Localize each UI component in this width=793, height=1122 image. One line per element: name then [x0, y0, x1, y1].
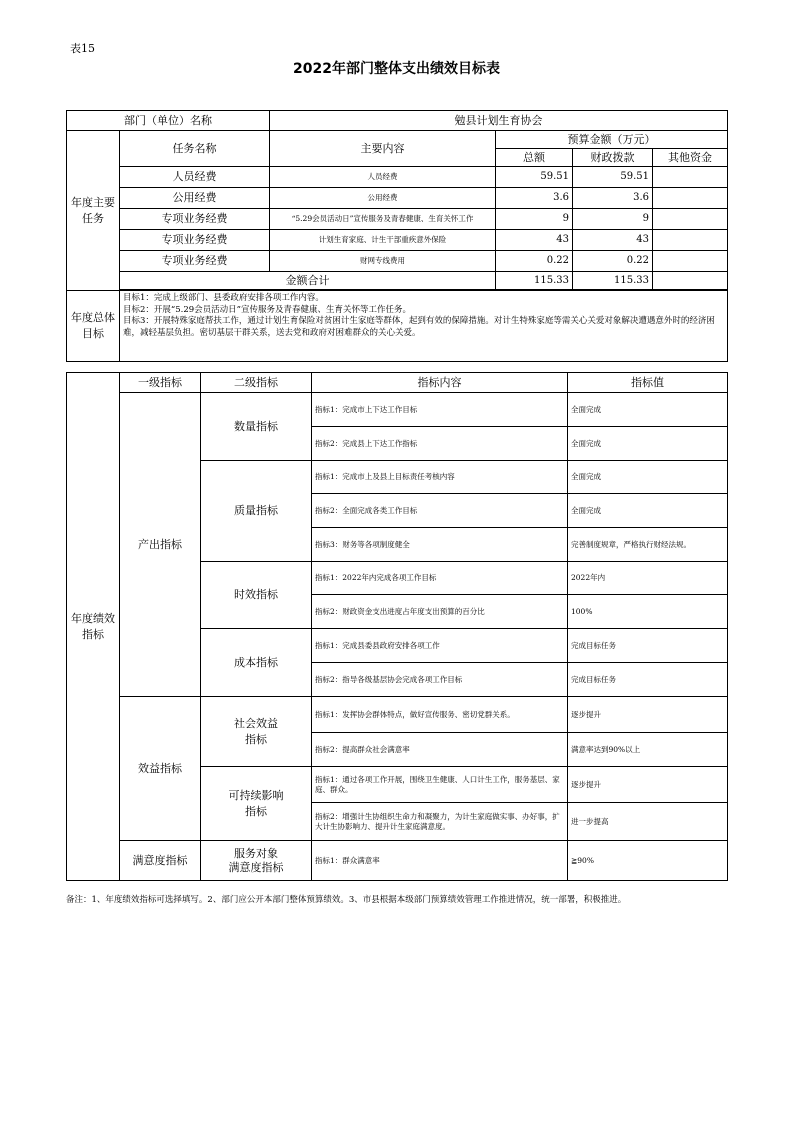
task-fiscal: 59.51 [573, 167, 653, 188]
task-total: 59.51 [496, 167, 573, 188]
goal-3: 目标3：开展特殊家庭帮扶工作，通过计划生育保险对贫困计生家庭等群体，起到有效的保障措施。对计生特殊家庭等需关心关爱对象解决遭遇意外时的经济困难，减轻基层负担。密切基层干群关系，送去党和政府对困难群众的关心关爱。 [123, 316, 715, 338]
task-content: 财网专线费用 [270, 251, 496, 272]
indicator-content: 指标2：完成县上下达工作指标 [312, 427, 568, 461]
task-other [653, 188, 728, 209]
page-title: 2022年部门整体支出绩效目标表 [293, 61, 500, 77]
indicator-content: 指标1：完成市上下达工作目标 [312, 393, 568, 427]
task-content: “5.29会员活动日”宣传服务及青春健康、生育关怀工作 [270, 209, 496, 230]
task-total: 3.6 [496, 188, 573, 209]
level2-header: 二级指标 [201, 373, 312, 393]
service-satisfaction-indicators-label [201, 841, 312, 881]
indicator-value: 全面完成 [568, 461, 728, 494]
indicator-value: 完成目标任务 [568, 663, 728, 697]
indicator-value: 进一步提高 [568, 803, 728, 841]
indicator-content: 指标1：完成县委县政府安排各项工作 [312, 629, 568, 663]
quantity-indicators-label: 数量指标 [201, 393, 312, 461]
service-label-line1: 服务对象 [234, 846, 278, 860]
benefit-indicators-label: 效益指标 [120, 697, 201, 841]
indicator-value: 全面完成 [568, 494, 728, 528]
indicator-content: 指标1：群众满意率 [312, 841, 568, 881]
task-fiscal: 9 [573, 209, 653, 230]
sustainability-label-line2: 指标 [245, 804, 267, 818]
social-benefit-label-line1: 社会效益 [234, 716, 278, 730]
dept-value: 勉县计划生育协会 [270, 111, 728, 131]
sum-fiscal: 115.33 [573, 272, 653, 290]
sum-total: 115.33 [496, 272, 573, 290]
overall-goals-text [120, 291, 728, 362]
task-other [653, 251, 728, 272]
task-name: 专项业务经费 [120, 230, 270, 251]
task-content: 人员经费 [270, 167, 496, 188]
task-other [653, 167, 728, 188]
indicator-value-header: 指标值 [568, 373, 728, 393]
indicator-content: 指标2：财政资金支出进度占年度支出预算的百分比 [312, 595, 568, 629]
sustainability-label-line1: 可持续影响 [228, 788, 284, 802]
task-name: 公用经费 [120, 188, 270, 209]
indicator-content-header: 指标内容 [312, 373, 568, 393]
table-label: 表15 [70, 42, 95, 55]
task-name-header: 任务名称 [120, 131, 270, 167]
fiscal-header: 财政拨款 [573, 149, 653, 167]
indicator-value: 满意率达到90%以上 [568, 733, 728, 767]
footnote: 备注：1、年度绩效指标可选择填写。2、部门应公开本部门整体预算绩效。3、市县根据本级部门预算绩效管理工作推进情况，统一部署，积极推进。 [66, 895, 627, 905]
task-other [653, 209, 728, 230]
goal-2: 目标2：开展“5.29会员活动日”宣传服务及青春健康、生育关怀等工作任务。 [123, 304, 412, 315]
task-other [653, 230, 728, 251]
service-label-line2: 满意度指标 [228, 860, 284, 874]
task-content: 计划生育家庭、计生干部重疾意外保险 [270, 230, 496, 251]
other-header: 其他资金 [653, 149, 728, 167]
indicator-value: 2022年内 [568, 562, 728, 595]
task-total: 0.22 [496, 251, 573, 272]
sum-label: 金额合计 [120, 272, 496, 290]
indicator-content: 指标2：全面完成各类工作目标 [312, 494, 568, 528]
timeliness-indicators-label: 时效指标 [201, 562, 312, 629]
indicator-content: 指标1：2022年内完成各项工作目标 [312, 562, 568, 595]
indicator-value: 完善制度规章，严格执行财经法规。 [568, 528, 728, 562]
total-header: 总额 [496, 149, 573, 167]
dept-label: 部门（单位）名称 [67, 111, 270, 131]
task-fiscal: 43 [573, 230, 653, 251]
indicator-value: 100% [568, 595, 728, 629]
indicator-value: 逐步提升 [568, 697, 728, 733]
indicator-value: 全面完成 [568, 393, 728, 427]
task-total: 9 [496, 209, 573, 230]
indicator-value: ≧90% [568, 841, 728, 881]
task-content-header: 主要内容 [270, 131, 496, 167]
task-name: 专项业务经费 [120, 209, 270, 230]
task-name: 人员经费 [120, 167, 270, 188]
indicator-content: 指标2：增强计生协组织生命力和凝聚力，为计生家庭做实事、办好事，扩大计生协影响力、提升计生家庭满意度。 [312, 803, 568, 841]
overall-goals-label: 年度总体目标 [67, 291, 120, 362]
sum-other [653, 272, 728, 290]
indicator-content: 指标3：财务等各项制度健全 [312, 528, 568, 562]
task-content: 公用经费 [270, 188, 496, 209]
indicator-content: 指标1：完成市上及县上目标责任考核内容 [312, 461, 568, 494]
indicator-content: 指标1：发挥协会群体特点，做好宣传服务、密切党群关系。 [312, 697, 568, 733]
goal-1: 目标1：完成上级部门、县委政府安排各项工作内容。 [123, 293, 324, 303]
indicator-value: 逐步提升 [568, 767, 728, 803]
task-fiscal: 0.22 [573, 251, 653, 272]
indicator-content: 指标2：指导各级基层协会完成各项工作目标 [312, 663, 568, 697]
indicator-content: 指标2：提高群众社会满意率 [312, 733, 568, 767]
indicator-value: 完成目标任务 [568, 629, 728, 663]
sustainability-indicators-label [201, 767, 312, 841]
satisfaction-indicators-label: 满意度指标 [120, 841, 201, 881]
task-name: 专项业务经费 [120, 251, 270, 272]
task-total: 43 [496, 230, 573, 251]
social-benefit-label-line2: 指标 [245, 732, 267, 746]
task-fiscal: 3.6 [573, 188, 653, 209]
budget-header: 预算金额（万元） [496, 131, 728, 149]
quality-indicators-label: 质量指标 [201, 461, 312, 562]
tasks-table [66, 110, 728, 362]
indicators-table [66, 372, 728, 881]
indicator-value: 全面完成 [568, 427, 728, 461]
annual-tasks-label: 年度主要任务 [67, 131, 120, 291]
level1-header: 一级指标 [120, 373, 201, 393]
indicators-label: 年度绩效指标 [67, 373, 120, 881]
output-indicators-label: 产出指标 [120, 393, 201, 697]
cost-indicators-label: 成本指标 [201, 629, 312, 697]
indicator-content: 指标1：通过各项工作开展，围绕卫生健康、人口计生工作，服务基层、家庭、群众。 [312, 767, 568, 803]
social-benefit-indicators-label [201, 697, 312, 767]
